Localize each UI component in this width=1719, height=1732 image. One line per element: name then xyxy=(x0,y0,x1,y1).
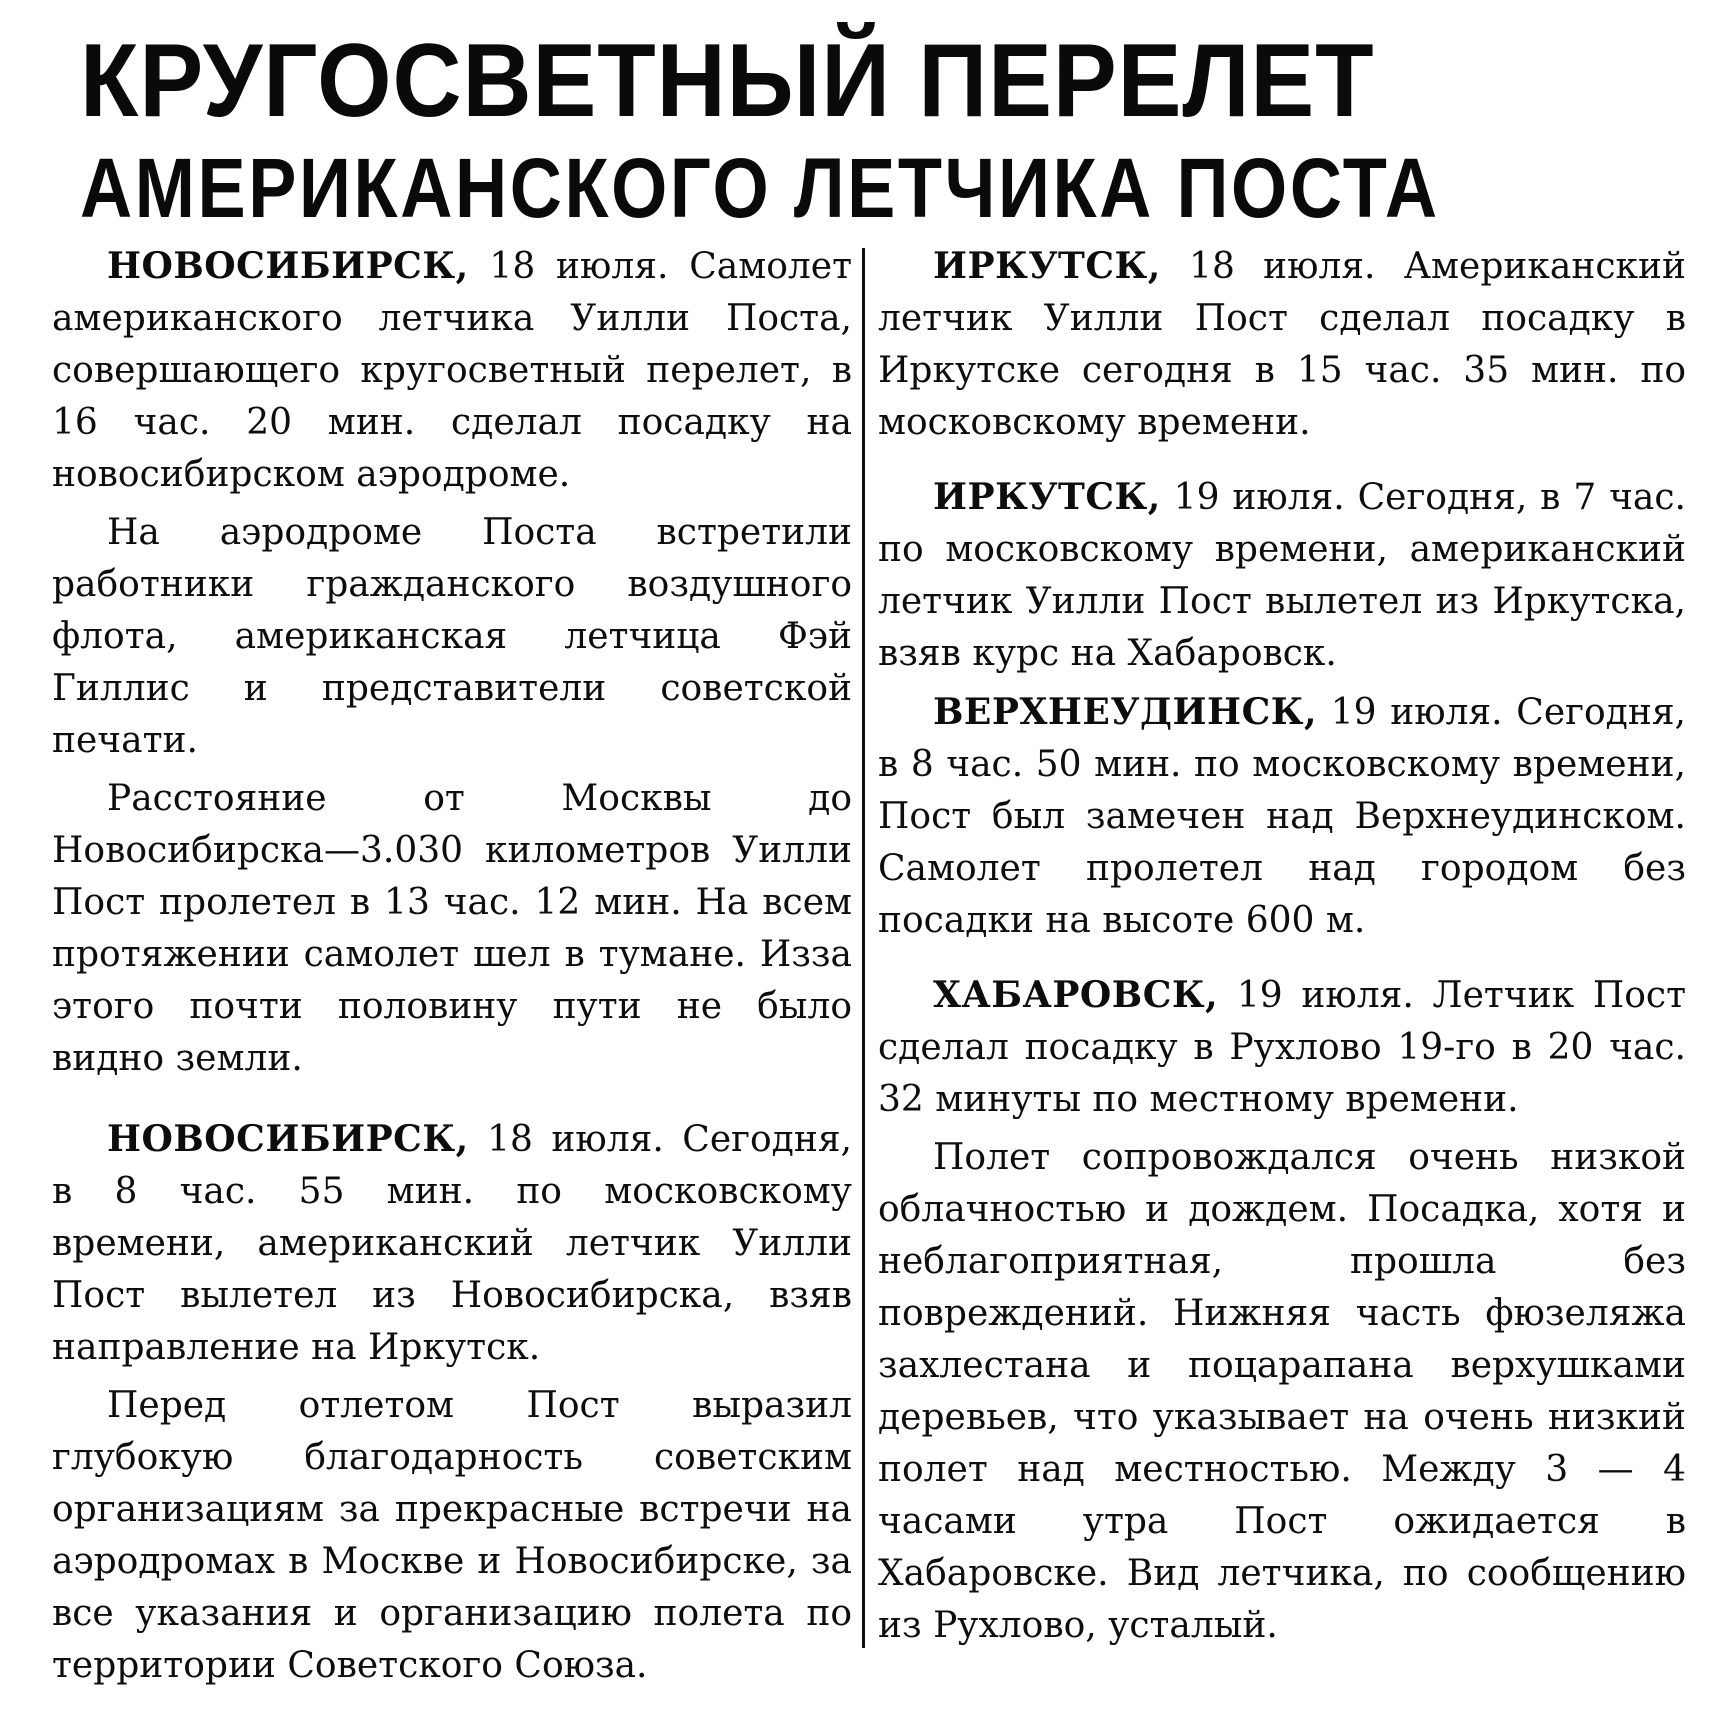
article-paragraph xyxy=(878,969,1686,1126)
paragraph-text: На аэродроме Поста встретили работники гражданского воздушного флота, американская летчица Фэй Гиллис и представители советской печати. xyxy=(52,512,852,761)
dateline: ИРКУТСК, xyxy=(933,245,1161,287)
paragraph-text: 18 июля. Самолет американского летчика Уилли Поста, совершающего кругосветный перелет, в 16 час. 20 мин. сделал посадку на новосибирском аэродроме. xyxy=(52,246,852,495)
paragraph-text: 19 июля. Летчик Пост сделал посадку в Рухлово 19-го в 20 час. 32 минуты по местному времени. xyxy=(878,975,1686,1120)
right-column xyxy=(878,240,1686,1652)
article-paragraph xyxy=(878,240,1686,449)
paragraph-text: 19 июля. Сегодня, в 8 час. 50 мин. по московскому времени, Пост был замечен над Верхнеудинском. Самолет пролетел над городом без посадки на высоте 600 м. xyxy=(878,692,1686,941)
paragraph-text: Полет сопровождался очень низкой облачностью и дождем. Посадка, хотя и неблагоприятная, прошла без повреждений. Нижняя часть фюзеляжа захлестана и поцарапана верхушками деревьев, что указывает на очень низкий полет над местностью. Между 3 — 4 часами утра Пост ожидается в Хабаровске. Вид летчика, по сообщению из Рухлово, усталый. xyxy=(878,1137,1686,1646)
article-paragraph xyxy=(878,471,1686,680)
dateline: НОВОСИБИРСК, xyxy=(107,1118,469,1160)
paragraph-text: Перед отлетом Пост выразил глубокую благодарность советским организациям за прекрасные встречи на аэродромах в Москве и Новосибирске, за все указания и организацию полета по территории Советского Союза. xyxy=(52,1385,852,1686)
dateline: ИРКУТСК, xyxy=(933,476,1161,518)
dateline: ХАБАРОВСК, xyxy=(933,974,1219,1016)
article-paragraph xyxy=(52,1113,852,1374)
headline-line-2: АМЕРИКАНСКОГО ЛЕТЧИКА ПОСТА xyxy=(80,141,1440,235)
article-paragraph xyxy=(52,773,852,1085)
dateline: ВЕРХНЕУДИНСК, xyxy=(933,691,1318,733)
paragraph-text: 18 июля. Сегодня, в 8 час. 55 мин. по московскому времени, американский летчик Уилли Пост вылетел из Новосибирска, взяв направление на Иркутск. xyxy=(52,1119,852,1368)
dateline: НОВОСИБИРСК, xyxy=(107,245,469,287)
article-paragraph xyxy=(878,686,1686,947)
paragraph-text: 19 июля. Сегодня, в 7 час. по московскому времени, американский летчик Уилли Пост вылетел из Иркутска, взяв курс на Хабаровск. xyxy=(878,477,1686,674)
column-divider xyxy=(862,248,865,1648)
left-column xyxy=(52,240,852,1692)
paragraph-text: Расстояние от Москвы до Новосибирска—3.030 километров Уилли Пост пролетел в 13 час. 12 мин. На всем протяжении самолет шел в тумане. Изза этого почти половину пути не было видно земли. xyxy=(52,778,852,1079)
headline-line-1: КРУГОСВЕТНЫЙ ПЕРЕЛЕТ xyxy=(80,23,1375,139)
article-paragraph xyxy=(52,507,852,767)
paragraph-text: 18 июля. Американский летчик Уилли Пост сделал посадку в Иркутске сегодня в 15 час. 35 мин. по московскому времени. xyxy=(878,246,1686,443)
article-paragraph xyxy=(52,1380,852,1692)
headline xyxy=(80,22,1440,236)
article-paragraph xyxy=(878,1132,1686,1652)
article-paragraph xyxy=(52,240,852,501)
